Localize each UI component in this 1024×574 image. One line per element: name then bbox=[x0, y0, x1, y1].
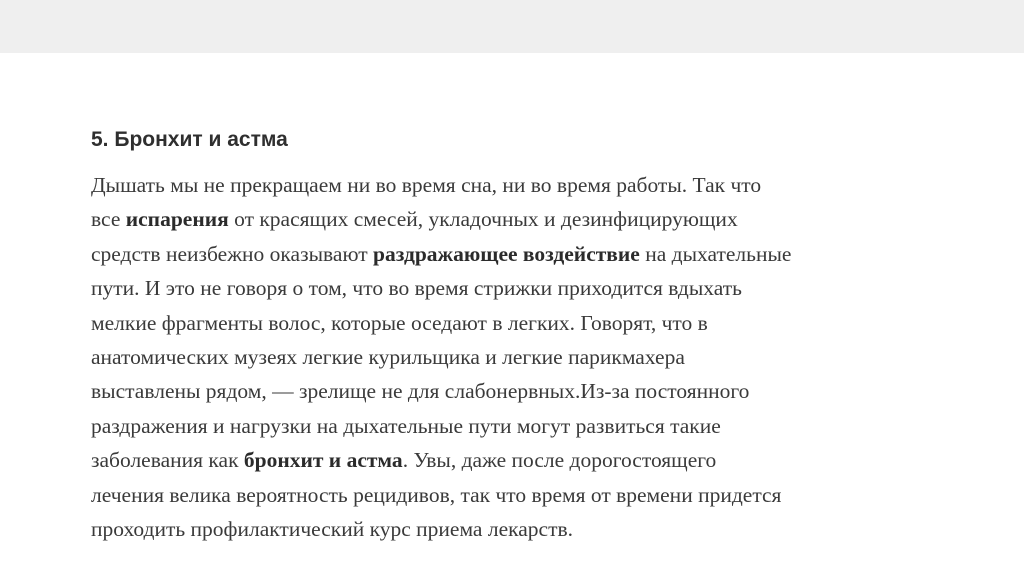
bold-phrase: раздражающее воздействие bbox=[373, 241, 640, 266]
text-segment: средств неизбежно оказывают bbox=[91, 241, 373, 266]
text-line bbox=[91, 306, 941, 340]
slide-heading: 5. Бронхит и астма bbox=[91, 128, 288, 151]
slide-body-text bbox=[91, 168, 941, 546]
text-segment: анатомических музеях легкие курильщика и легкие парикмахера bbox=[91, 345, 685, 370]
text-segment: Дышать мы не прекращаем ни во время сна, ни во время работы. Так что bbox=[91, 173, 762, 197]
text-segment: раздражения и нагрузки на дыхательные пути могут развиться такие bbox=[91, 413, 721, 438]
text-segment: лечения велика вероятность рецидивов, так что время от времени придется bbox=[91, 482, 782, 507]
text-line bbox=[91, 271, 941, 305]
text-line bbox=[91, 512, 941, 546]
text-segment: пути. И это не говоря о том, что во время стрижки приходится вдыхать bbox=[91, 276, 742, 301]
text-line bbox=[91, 202, 941, 236]
text-line bbox=[91, 340, 941, 374]
text-line bbox=[91, 168, 941, 202]
text-segment: . Увы, даже после дорогостоящего bbox=[402, 448, 717, 473]
text-line bbox=[91, 237, 941, 271]
text-segment: выставлены рядом, — зрелище не для слабонервных.Из-за постоянного bbox=[91, 379, 750, 404]
bold-phrase: испарения bbox=[125, 207, 229, 232]
text-segment: все bbox=[91, 207, 126, 232]
text-segment: от красящих смесей, укладочных и дезинфицирующих bbox=[228, 207, 738, 232]
slide bbox=[0, 53, 1024, 574]
text-line bbox=[91, 374, 941, 408]
text-segment: проходить профилактический курс приема лекарств. bbox=[91, 517, 573, 542]
text-segment: на дыхательные bbox=[639, 241, 792, 266]
text-line bbox=[91, 478, 941, 512]
text-line bbox=[91, 443, 941, 477]
text-segment: мелкие фрагменты волос, которые оседают в легких. Говорят, что в bbox=[91, 310, 708, 335]
text-segment: заболевания как bbox=[91, 448, 244, 473]
bold-phrase: бронхит и астма bbox=[243, 448, 403, 473]
top-band bbox=[0, 0, 1024, 53]
text-line bbox=[91, 409, 941, 443]
